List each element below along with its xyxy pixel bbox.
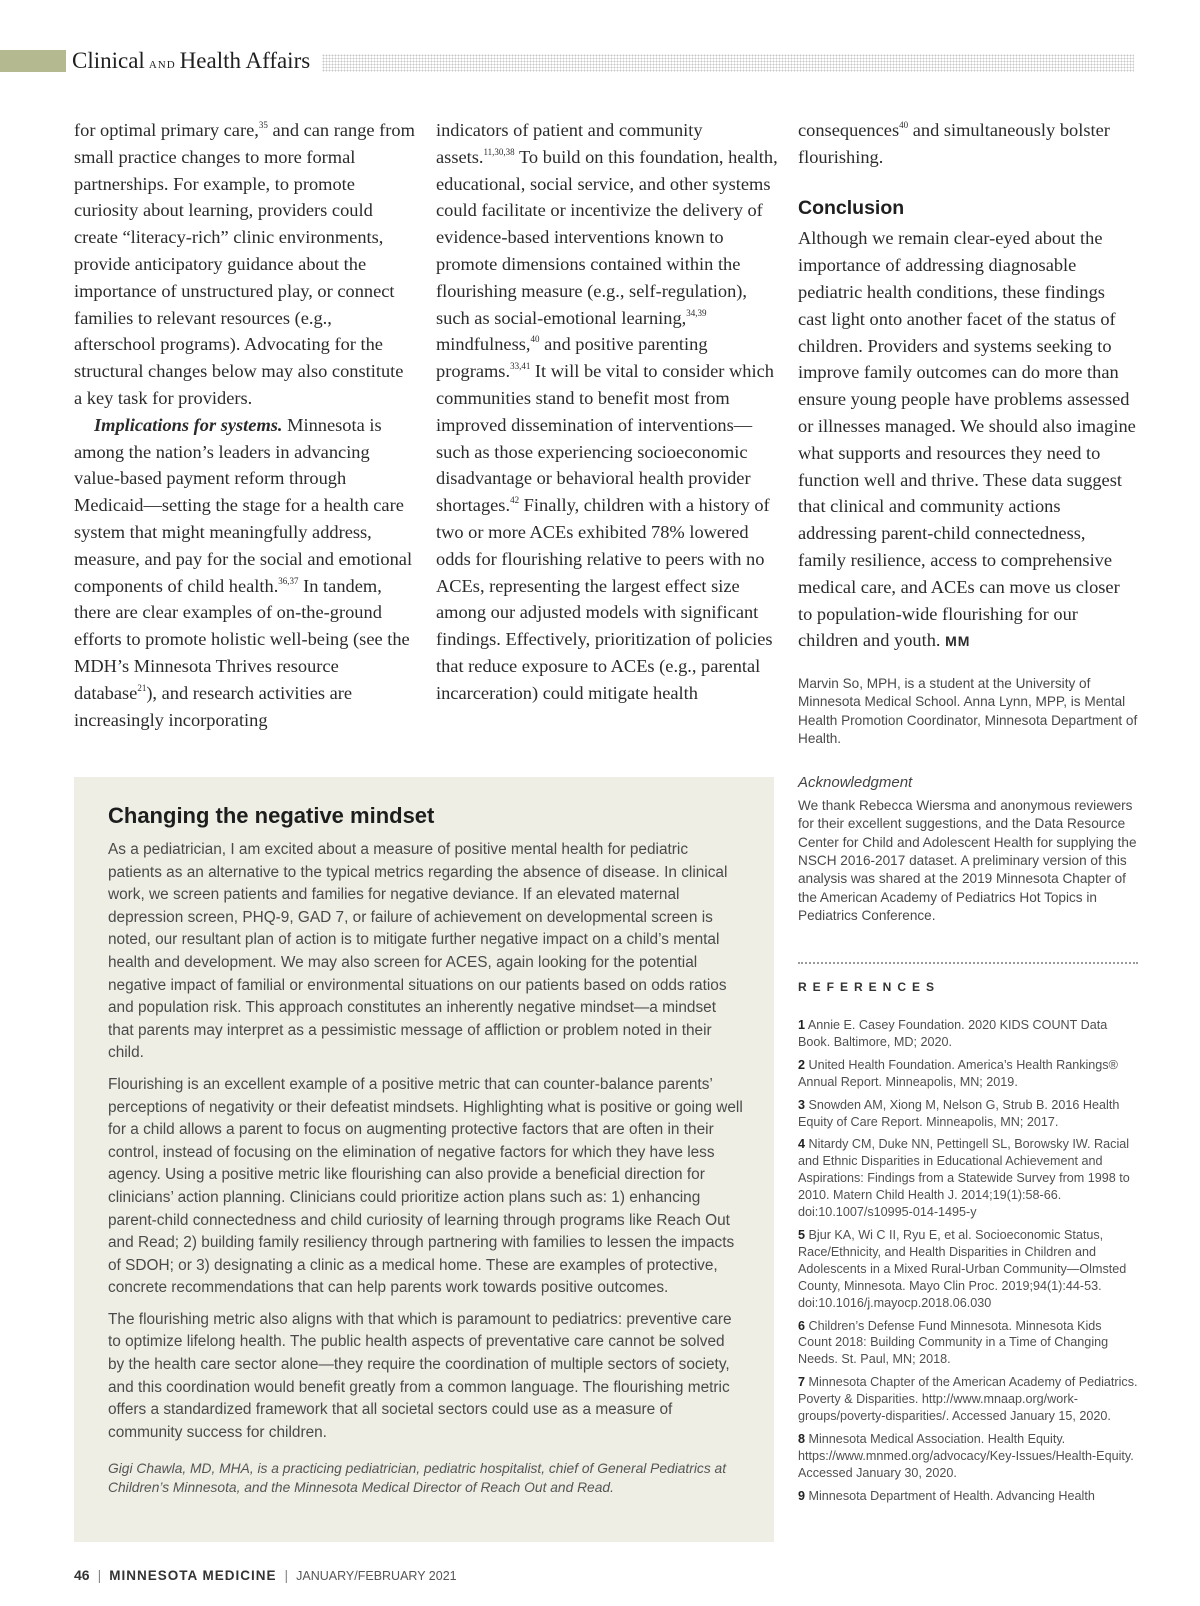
sidebar-paragraph: Flourishing is an excellent example of a positive metric that can counter-balance parents’ perceptions of negativity or their defeatist mindsets. Highlighting what is positive or going well for a child allows a parent to focus on augmenting protective factors that are often in their control, instead of focusing on the elimination of negative factors for which they have less agency. Using a positive metric like flourishing can also provide a beneficial direction for clinicians’ action planning. Clinicians could prioritize action plans such as: 1) enhancing parent-child connectedness and child curiosity of learning through programs like Reach Out and Read; 2) building family resiliency through partnering with families to lessen the impacts of SDOH; or 3) designating a clinic as a medical home. These are examples of protective, concrete recommendations that can help parents work towards positive outcomes. (108, 1075, 743, 1297)
reference-item: 7 Minnesota Chapter of the American Academy of Pediatrics. Poverty & Disparities. http://www.mnaap.org/work-groups/poverty-disparities/. Accessed January 15, 2020. (798, 1375, 1138, 1424)
section-title-part1: Clinical (72, 48, 145, 73)
issue-date: JANUARY/FEBRUARY 2021 (296, 1569, 457, 1583)
sidebar-title: Changing the negative mindset (108, 803, 435, 828)
magazine-name: MINNESOTA MEDICINE (109, 1568, 277, 1583)
section-title-and: AND (148, 59, 176, 71)
citation: 40 (530, 334, 540, 345)
reference-item: 1 Annie E. Casey Foundation. 2020 KIDS COUNT Data Book. Baltimore, MD; 2020. (798, 1018, 1108, 1049)
citation: 36,37 (278, 575, 299, 586)
section-title (72, 48, 310, 74)
reference-item: 9 Minnesota Department of Health. Advancing Health (798, 1488, 1095, 1503)
citation: 40 (899, 120, 909, 130)
citation: 34,39 (686, 307, 707, 318)
body-column-1 (74, 117, 416, 733)
references-divider (798, 962, 1138, 964)
body-column-2 (436, 117, 778, 707)
sidebar-content (108, 803, 744, 1507)
paragraph: Implications for systems. Minnesota is among the nation’s leaders in advancing value-based payment reform through Medicaid—setting the stage for a health care system that might meaningfully address, measure, and pay for the social and emotional components of child health.$^{36,37}$ In tandem, there are clear examples of on-the-ground efforts to promote holistic well-being (see the MDH’s Minnesota Thrives resource database$^{21}$), and research activities are increasingly incorporating (74, 414, 413, 730)
reference-item: 8 Minnesota Medical Association. Health Equity. https://www.mnmed.org/advocacy/Key-Issues/Health-Equity. Accessed January 30, 2020. (798, 1431, 1134, 1480)
reference-item: 6 Children’s Defense Fund Minnesota. Minnesota Kids Count 2018: Building Community in a Time of Changing Needs. St. Paul, MN; 2018. (798, 1318, 1109, 1367)
sidebar-byline: Gigi Chawla, MD, MHA, is a practicing pediatrician, pediatric hospitalist, chief of General Pediatrics at Children’s Minnesota, and the Minnesota Medical Director of Reach Out and Read. (108, 1461, 727, 1496)
end-mark: MM (945, 633, 971, 650)
sidebar-box (74, 777, 774, 1542)
sidebar-paragraph: The flourishing metric also aligns with that which is paramount to pediatrics: preventive care to optimize lifelong health. The public health aspects of preventative care cannot be solved by the health care sector alone—they require the coordination of multiple sectors of society, and this coordination would benefit greatly from a common language. The flourishing metric offers a standardized framework that all societal sectors could use as a measure of community success for children. (108, 1310, 732, 1441)
citation: 11,30,38 (483, 146, 515, 157)
section-title-part2: Health Affairs (179, 48, 311, 73)
paragraph: indicators of patient and community assets.$^{11,30,38}$ To build on this foundation, health, educational, social service, and other systems could facilitate or incentivize the delivery of evidence-based interventions known to promote dimensions contained within the flourishing measure (e.g., self-regulation), such as social-emotional learning,$^{34,39}$ mindfulness,$^{40}$ and positive parenting programs.$^{33,41}$ It will be vital to consider which communities stand to benefit most from improved dissemination of interventions—such as those experiencing socioeconomic disadvantage or behavioral health provider shortages.$^{42}$ Finally, children with a history of two or more ACEs exhibited 78% lowered odds for flourishing relative to peers with no ACEs, representing the largest effect size among our adjusted models with significant findings. Effectively, prioritization of policies that reduce exposure to ACEs (e.g., parental incarceration) could mitigate health (436, 120, 778, 703)
reference-item: 4 Nitardy CM, Duke NN, Pettingell SL, Borowsky IW. Racial and Ethnic Disparities in Educational Achievement and Aspirations: Findings from a Statewide Survey from 1998 to 2010. Matern Child Health J. 2014;19(1):58-66. doi:10.1007/s10995-014-1495-y (798, 1137, 1130, 1220)
reference-item: 3 Snowden AM, Xiong M, Nelson G, Strub B. 2016 Health Equity of Care Report. Minneapolis, MN; 2017. (798, 1097, 1120, 1129)
header-accent-bar (0, 50, 66, 72)
acknowledgment-text: We thank Rebecca Wiersma and anonymous reviewers for their excellent suggestions, and the Data Resource Center for Child and Adolescent Health for supplying the NSCH 2016-2017 dataset. A preliminary version of this analysis was shared at the 2019 Minnesota Chapter of the American Academy of Pediatrics Hot Topics in Pediatrics Conference. (798, 798, 1137, 923)
paragraph: Although we remain clear-eyed about the importance of addressing diagnosable pediatric health conditions, these findings cast light onto another facet of the status of children. Providers and systems seeking to improve family outcomes can do more than ensure young people have problems assessed or illnesses managed. We should also imagine what supports and resources they need to function well and thrive. These data suggest that clinical and community actions addressing parent-child connectedness, family resilience, access to comprehensive medical care, and ACEs can move us closer to population-wide flourishing for our children and youth. MM (798, 228, 1136, 651)
body-column-3 (798, 117, 1138, 925)
references-list (798, 1017, 1138, 1511)
conclusion-heading: Conclusion (798, 196, 905, 219)
citation: 42 (510, 495, 520, 506)
footer-separator: | (284, 1567, 289, 1583)
author-info: Marvin So, MPH, is a student at the University of Minnesota Medical School. Anna Lynn, MPP, is Mental Health Promotion Coordinator, Minnesota Department of Health. (798, 676, 1138, 747)
references-heading: REFERENCES (798, 980, 941, 994)
footer-separator: | (97, 1567, 102, 1583)
citation: 33,41 (510, 361, 531, 372)
page-footer (74, 1567, 457, 1585)
page-number: 46 (74, 1567, 90, 1583)
reference-item: 5 Bjur KA, Wi C II, Ryu E, et al. Socioeconomic Status, Race/Ethnicity, and Health Disparities in Children and Adolescents in a Mixed Rural-Urban Community—Olmsted County, Minnesota. Mayo Clin Proc. 2019;94(1):44-53. doi:10.1016/j.mayocp.2018.06.030 (798, 1227, 1127, 1310)
citation: 35 (258, 120, 268, 130)
paragraph: for optimal primary care,$^{35}$ and can range from small practice changes to more formal partnerships. For example, to promote curiosity about learning, providers could create “literacy-rich” clinic environments, provide anticipatory guidance about the importance of unstructured play, or connect families to relevant resources (e.g., afterschool programs). Advocating for the structural changes below may also constitute a key task for providers. (74, 120, 415, 408)
citation: 21 (137, 682, 147, 693)
subheading-implications: Implications for systems. (94, 414, 283, 435)
reference-item: 2 United Health Foundation. America’s Health Rankings® Annual Report. Minneapolis, MN; 2019. (798, 1057, 1118, 1089)
header-dotted-rule (322, 54, 1134, 72)
sidebar-paragraph: As a pediatrician, I am excited about a measure of positive mental health for pediatric patients as an alternative to the typical metrics regarding the absence of disease. In clinical work, we screen patients and families for negative deviance. If an elevated maternal depression screen, PHQ-9, GAD 7, or failure of achievement on developmental screen is noted, our resultant plan of action is to mitigate further negative impact on a child’s mental health and development. We may also screen for ACES, again looking for the potential negative impact of familial or environmental situations on our patients based on odds ratios and population risk. This approach constitutes an inherently negative mindset—a mindset that parents may interpret as a pessimistic message of affliction or problem noted in their child. (108, 841, 728, 1062)
acknowledgment-heading: Acknowledgment (798, 774, 913, 792)
paragraph: consequences$^{40}$ and simultaneously bolster flourishing. (798, 120, 1110, 167)
